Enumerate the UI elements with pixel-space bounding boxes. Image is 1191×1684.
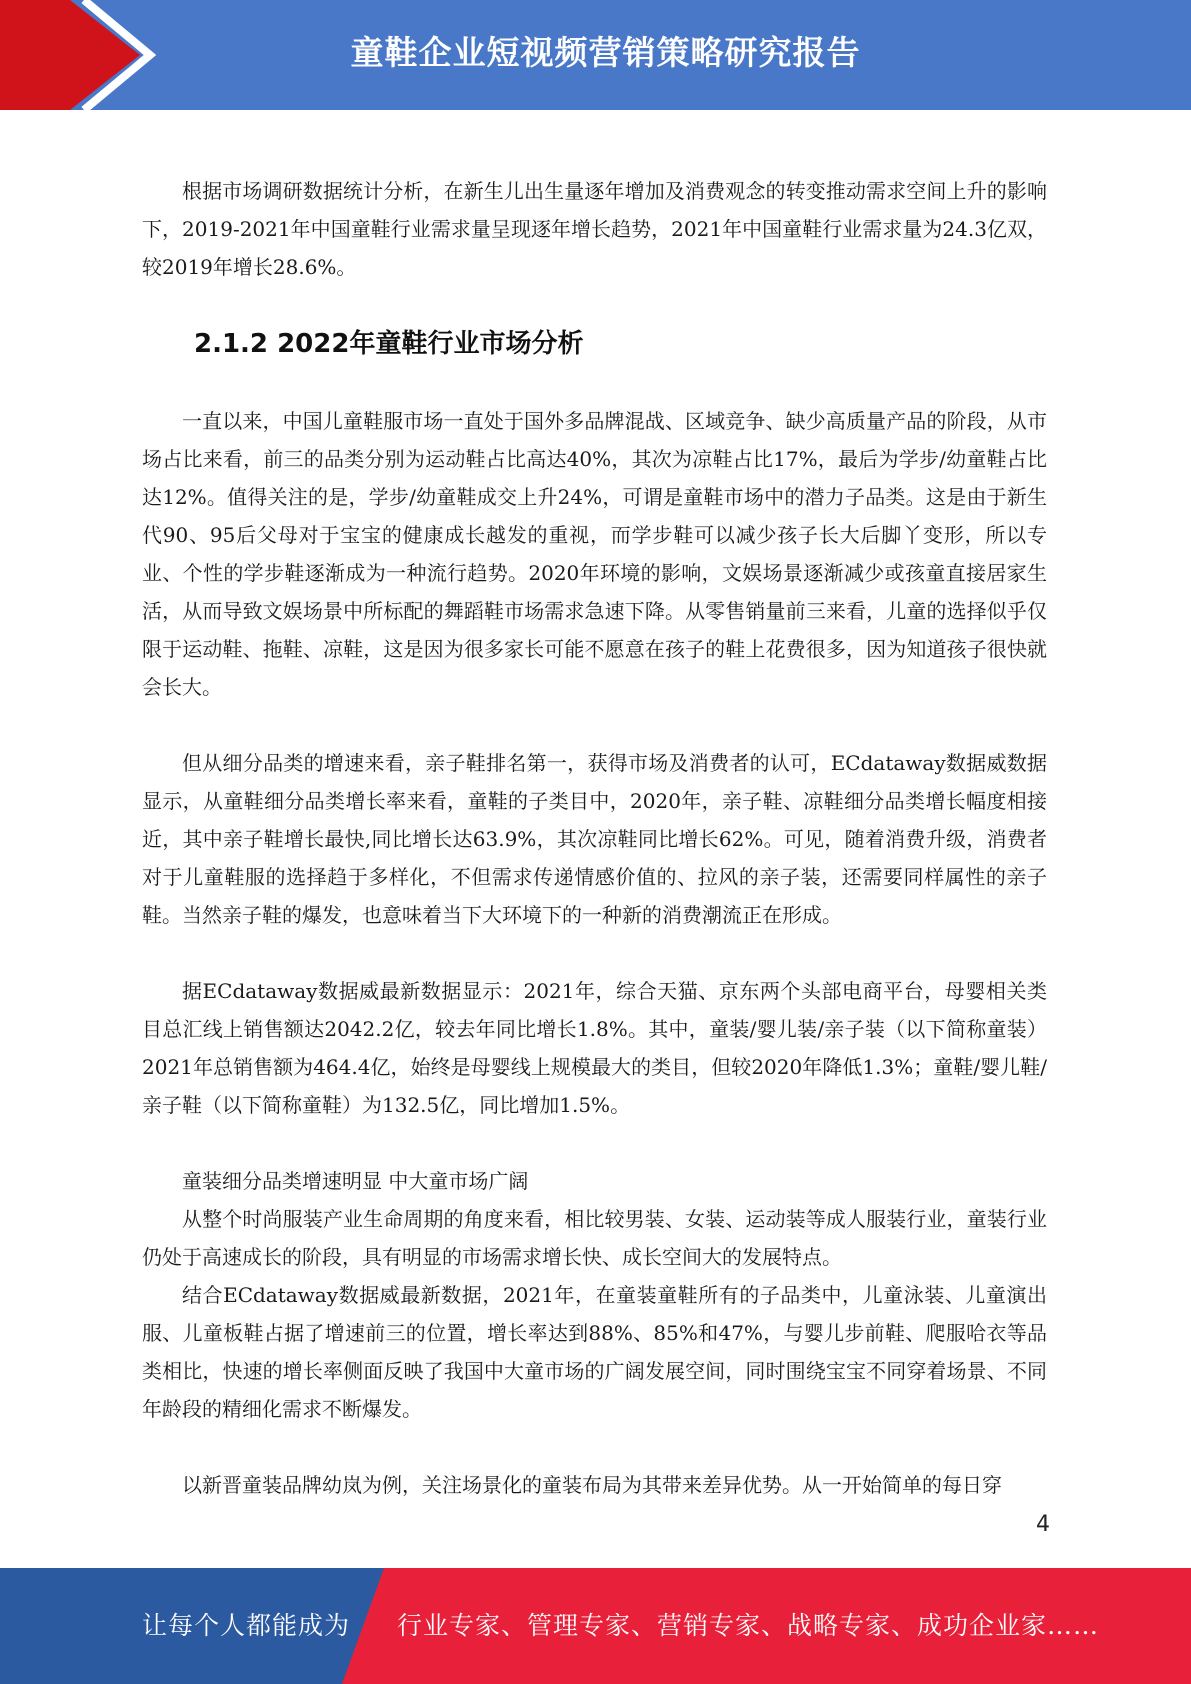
paragraph-online-sales: 据ECdataway数据威最新数据显示：2021年，综合天猫、京东两个头部电商平台，母婴相关类目总汇线上销售额达2042.2亿，较去年同比增长1.8%。其中，童装/婴儿装/亲子装（以下简称童装）2021年总销售额为464.4亿，始终是母婴线上规模最大的类目，但较2020年降低1.3%；童鞋/婴儿鞋/亲子鞋（以下简称童鞋）为132.5亿，同比增加1.5%。 (142, 979, 1047, 1117)
paragraph-fastest-growing: 结合ECdataway数据威最新数据，2021年，在童装童鞋所有的子品类中，儿童泳装、儿童演出服、儿童板鞋占据了增速前三的位置，增长率达到88%、85%和47%，与婴儿步前鞋、爬服哈衣等品类相比，快速的增长率侧面反映了我国中大童市场的广阔发展空间，同时围绕宝宝不同穿着场景、不同年龄段的精细化需求不断爆发。 (142, 1283, 1047, 1421)
page-header (0, 0, 1191, 110)
paragraph-subcategory-growth: 但从细分品类的增速来看，亲子鞋排名第一，获得市场及消费者的认可，ECdataway数据威数据显示，从童鞋细分品类增长率来看，童鞋的子类目中，2020年，亲子鞋、凉鞋细分品类增长幅度相接近，其中亲子鞋增长最快,同比增长达63.9%，其次凉鞋同比增长62%。可见，随着消费升级，消费者对于儿童鞋服的选择趋于多样化，不但需求传递情感价值的、拉风的亲子装，还需要同样属性的亲子鞋。当然亲子鞋的爆发，也意味着当下大环境下的一种新的消费潮流正在形成。 (142, 751, 1047, 927)
paragraph-market-share: 一直以来，中国儿童鞋服市场一直处于国外多品牌混战、区域竞争、缺少高质量产品的阶段，从市场占比来看，前三的品类分别为运动鞋占比高达40%，其次为凉鞋占比17%，最后为学步/幼童鞋占比达12%。值得关注的是，学步/幼童鞋成交上升24%，可谓是童鞋市场中的潜力子品类。这是由于新生代90、95后父母对于宝宝的健康成长越发的重视，而学步鞋可以减少孩子长大后脚丫变形，所以专业、个性的学步鞋逐渐成为一种流行趋势。2020年环境的影响，文娱场景逐渐减少或孩童直接居家生活，从而导致文娱场景中所标配的舞蹈鞋市场需求急速下降。从零售销量前三来看，儿童的选择似乎仅限于运动鞋、拖鞋、凉鞋，这是因为很多家长可能不愿意在孩子的鞋上花费很多，因为知道孩子很快就会长大。 (142, 409, 1047, 699)
footer-slogan-left: 让每个人都能成为 (142, 1611, 351, 1640)
page-footer (0, 1568, 1191, 1684)
paragraph-demand: 根据市场调研数据统计分析，在新生儿出生量逐年增加及消费观念的转变推动需求空间上升的影响下，2019-2021年中国童鞋行业需求量呈现逐年增长趋势，2021年中国童鞋行业需求量为24.3亿双，较2019年增长28.6%。 (142, 179, 1047, 279)
paragraph-lifecycle: 从整个时尚服装产业生命周期的角度来看，相比较男装、女装、运动装等成人服装行业，童装行业仍处于高速成长的阶段，具有明显的市场需求增长快、成长空间大的发展特点。 (142, 1207, 1047, 1269)
report-title: 童鞋企业短视频营销策略研究报告 (350, 33, 861, 72)
section-heading: 2.1.2 2022年童鞋行业市场分析 (194, 329, 584, 359)
page-number: 4 (1036, 1512, 1050, 1537)
paragraph-subheading: 童装细分品类增速明显 中大童市场广阔 (182, 1169, 529, 1193)
main-content (142, 172, 1047, 1504)
paragraph-brand-example: 以新晋童装品牌幼岚为例，关注场景化的童装布局为其带来差异优势。从一开始简单的每日穿 (182, 1473, 1002, 1497)
footer-slogan-right: 行业专家、管理专家、营销专家、战略专家、成功企业家…… (397, 1611, 1100, 1640)
